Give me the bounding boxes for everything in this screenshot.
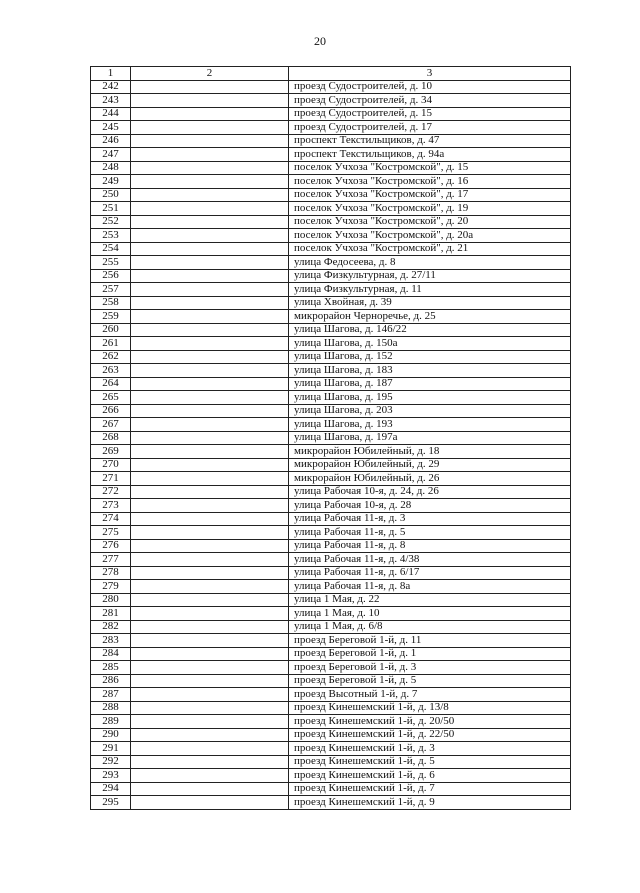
- row-group: [131, 188, 289, 202]
- row-number: 259: [91, 310, 131, 324]
- row-group: [131, 283, 289, 297]
- row-number: 247: [91, 148, 131, 162]
- row-group: [131, 607, 289, 621]
- row-number: 252: [91, 215, 131, 229]
- row-address: проезд Высотный 1-й, д. 7: [289, 688, 571, 702]
- table-row: [91, 229, 571, 243]
- table-row: [91, 242, 571, 256]
- row-number: 278: [91, 566, 131, 580]
- row-address: улица Шагова, д. 183: [289, 364, 571, 378]
- row-address: улица Шагова, д. 203: [289, 404, 571, 418]
- row-number: 248: [91, 161, 131, 175]
- row-group: [131, 296, 289, 310]
- row-number: 246: [91, 134, 131, 148]
- table-row: [91, 499, 571, 513]
- row-group: [131, 769, 289, 783]
- row-address: микрорайон Юбилейный, д. 18: [289, 445, 571, 459]
- table-row: [91, 283, 571, 297]
- row-group: [131, 242, 289, 256]
- row-address: проезд Кинешемский 1-й, д. 6: [289, 769, 571, 783]
- row-address: поселок Учхоза "Костромской", д. 17: [289, 188, 571, 202]
- table-row: [91, 337, 571, 351]
- row-group: [131, 161, 289, 175]
- row-number: 260: [91, 323, 131, 337]
- row-address: микрорайон Юбилейный, д. 29: [289, 458, 571, 472]
- table-row: [91, 94, 571, 108]
- row-address: улица Шагова, д. 146/22: [289, 323, 571, 337]
- row-number: 292: [91, 755, 131, 769]
- row-address: проезд Судостроителей, д. 17: [289, 121, 571, 135]
- table-body: [91, 80, 571, 809]
- row-address: улица Рабочая 11-я, д. 3: [289, 512, 571, 526]
- row-group: [131, 715, 289, 729]
- row-group: [131, 742, 289, 756]
- row-number: 244: [91, 107, 131, 121]
- table-row: [91, 269, 571, 283]
- row-address: проезд Судостроителей, д. 10: [289, 80, 571, 94]
- row-address: поселок Учхоза "Костромской", д. 21: [289, 242, 571, 256]
- row-number: 283: [91, 634, 131, 648]
- table-row: [91, 472, 571, 486]
- row-group: [131, 634, 289, 648]
- row-address: проезд Судостроителей, д. 34: [289, 94, 571, 108]
- row-group: [131, 499, 289, 513]
- row-group: [131, 431, 289, 445]
- table-row: [91, 755, 571, 769]
- header-row: [91, 67, 571, 81]
- row-group: [131, 620, 289, 634]
- table-row: [91, 593, 571, 607]
- row-group: [131, 215, 289, 229]
- table-row: [91, 323, 571, 337]
- row-address: поселок Учхоза "Костромской", д. 20а: [289, 229, 571, 243]
- row-number: 249: [91, 175, 131, 189]
- table-row: [91, 661, 571, 675]
- table-row: [91, 310, 571, 324]
- row-number: 275: [91, 526, 131, 540]
- row-number: 254: [91, 242, 131, 256]
- row-number: 291: [91, 742, 131, 756]
- row-address: улица 1 Мая, д. 22: [289, 593, 571, 607]
- table-row: [91, 391, 571, 405]
- table-row: [91, 80, 571, 94]
- table-row: [91, 404, 571, 418]
- row-number: 242: [91, 80, 131, 94]
- table-row: [91, 202, 571, 216]
- row-group: [131, 269, 289, 283]
- page-number: 20: [314, 34, 326, 48]
- row-number: 280: [91, 593, 131, 607]
- row-address: проезд Береговой 1-й, д. 3: [289, 661, 571, 675]
- row-group: [131, 350, 289, 364]
- row-number: 288: [91, 701, 131, 715]
- row-group: [131, 566, 289, 580]
- table-row: [91, 431, 571, 445]
- table-row: [91, 175, 571, 189]
- table-row: [91, 256, 571, 270]
- row-address: улица Шагова, д. 193: [289, 418, 571, 432]
- row-number: 258: [91, 296, 131, 310]
- row-group: [131, 391, 289, 405]
- row-number: 276: [91, 539, 131, 553]
- row-address: поселок Учхоза "Костромской", д. 15: [289, 161, 571, 175]
- row-address: улица Шагова, д. 187: [289, 377, 571, 391]
- row-group: [131, 94, 289, 108]
- row-group: [131, 782, 289, 796]
- row-number: 253: [91, 229, 131, 243]
- row-address: поселок Учхоза "Костромской", д. 16: [289, 175, 571, 189]
- row-address: улица Рабочая 10-я, д. 24, д. 26: [289, 485, 571, 499]
- table-row: [91, 107, 571, 121]
- row-address: улица 1 Мая, д. 10: [289, 607, 571, 621]
- row-address: улица Рабочая 11-я, д. 8: [289, 539, 571, 553]
- row-number: 256: [91, 269, 131, 283]
- row-number: 274: [91, 512, 131, 526]
- row-number: 277: [91, 553, 131, 567]
- row-group: [131, 310, 289, 324]
- row-number: 293: [91, 769, 131, 783]
- row-group: [131, 148, 289, 162]
- table-row: [91, 782, 571, 796]
- row-group: [131, 553, 289, 567]
- table-row: [91, 796, 571, 810]
- row-number: 257: [91, 283, 131, 297]
- row-address: улица Федосеева, д. 8: [289, 256, 571, 270]
- row-group: [131, 674, 289, 688]
- table-row: [91, 769, 571, 783]
- row-group: [131, 647, 289, 661]
- row-group: [131, 728, 289, 742]
- row-group: [131, 121, 289, 135]
- table-row: [91, 161, 571, 175]
- table-row: [91, 188, 571, 202]
- table-row: [91, 742, 571, 756]
- row-address: улица Рабочая 11-я, д. 6/17: [289, 566, 571, 580]
- row-group: [131, 688, 289, 702]
- address-table: [90, 66, 571, 810]
- row-address: улица Рабочая 11-я, д. 8а: [289, 580, 571, 594]
- row-group: [131, 80, 289, 94]
- table-row: [91, 526, 571, 540]
- row-number: 268: [91, 431, 131, 445]
- row-address: проезд Кинешемский 1-й, д. 7: [289, 782, 571, 796]
- row-group: [131, 107, 289, 121]
- header-col-3: 3: [289, 67, 571, 81]
- table-row: [91, 607, 571, 621]
- row-group: [131, 512, 289, 526]
- row-address: проезд Береговой 1-й, д. 1: [289, 647, 571, 661]
- header-col-1: 1: [91, 67, 131, 81]
- row-group: [131, 526, 289, 540]
- row-address: улица Хвойная, д. 39: [289, 296, 571, 310]
- row-group: [131, 701, 289, 715]
- header-col-2: 2: [131, 67, 289, 81]
- row-address: проезд Судостроителей, д. 15: [289, 107, 571, 121]
- row-group: [131, 418, 289, 432]
- table-row: [91, 350, 571, 364]
- row-address: поселок Учхоза "Костромской", д. 19: [289, 202, 571, 216]
- row-group: [131, 202, 289, 216]
- row-address: проспект Текстильщиков, д. 47: [289, 134, 571, 148]
- row-number: 284: [91, 647, 131, 661]
- table-row: [91, 377, 571, 391]
- row-group: [131, 364, 289, 378]
- table-row: [91, 647, 571, 661]
- row-number: 273: [91, 499, 131, 513]
- row-number: 290: [91, 728, 131, 742]
- row-number: 285: [91, 661, 131, 675]
- row-group: [131, 661, 289, 675]
- row-address: проезд Кинешемский 1-й, д. 13/8: [289, 701, 571, 715]
- row-group: [131, 229, 289, 243]
- row-number: 265: [91, 391, 131, 405]
- table-row: [91, 445, 571, 459]
- row-address: проезд Береговой 1-й, д. 5: [289, 674, 571, 688]
- table-header: [91, 67, 571, 81]
- table-row: [91, 418, 571, 432]
- row-number: 281: [91, 607, 131, 621]
- row-address: улица Шагова, д. 150а: [289, 337, 571, 351]
- row-group: [131, 256, 289, 270]
- table-row: [91, 458, 571, 472]
- table-row: [91, 566, 571, 580]
- table-row: [91, 728, 571, 742]
- row-number: 250: [91, 188, 131, 202]
- row-number: 251: [91, 202, 131, 216]
- row-group: [131, 134, 289, 148]
- row-group: [131, 755, 289, 769]
- table-row: [91, 674, 571, 688]
- table-row: [91, 539, 571, 553]
- row-group: [131, 445, 289, 459]
- row-number: 261: [91, 337, 131, 351]
- row-number: 266: [91, 404, 131, 418]
- row-address: улица Рабочая 10-я, д. 28: [289, 499, 571, 513]
- row-number: 286: [91, 674, 131, 688]
- row-number: 245: [91, 121, 131, 135]
- row-group: [131, 796, 289, 810]
- row-address: улица Рабочая 11-я, д. 4/38: [289, 553, 571, 567]
- row-number: 264: [91, 377, 131, 391]
- row-group: [131, 458, 289, 472]
- table-row: [91, 485, 571, 499]
- row-address: микрорайон Черноречье, д. 25: [289, 310, 571, 324]
- row-address: улица Физкультурная, д. 11: [289, 283, 571, 297]
- row-number: 272: [91, 485, 131, 499]
- row-address: проезд Кинешемский 1-й, д. 5: [289, 755, 571, 769]
- row-group: [131, 377, 289, 391]
- row-group: [131, 593, 289, 607]
- row-number: 263: [91, 364, 131, 378]
- row-group: [131, 580, 289, 594]
- row-address: проезд Кинешемский 1-й, д. 3: [289, 742, 571, 756]
- table-row: [91, 121, 571, 135]
- row-group: [131, 175, 289, 189]
- row-number: 262: [91, 350, 131, 364]
- row-address: микрорайон Юбилейный, д. 26: [289, 472, 571, 486]
- row-group: [131, 337, 289, 351]
- row-number: 271: [91, 472, 131, 486]
- row-number: 269: [91, 445, 131, 459]
- table-row: [91, 553, 571, 567]
- row-address: улица Шагова, д. 195: [289, 391, 571, 405]
- row-address: проспект Текстильщиков, д. 94а: [289, 148, 571, 162]
- row-number: 255: [91, 256, 131, 270]
- row-address: улица Физкультурная, д. 27/11: [289, 269, 571, 283]
- row-number: 282: [91, 620, 131, 634]
- row-address: проезд Кинешемский 1-й, д. 22/50: [289, 728, 571, 742]
- row-address: проезд Кинешемский 1-й, д. 20/50: [289, 715, 571, 729]
- table-row: [91, 296, 571, 310]
- table-row: [91, 215, 571, 229]
- row-address: улица Шагова, д. 152: [289, 350, 571, 364]
- row-number: 270: [91, 458, 131, 472]
- table-row: [91, 688, 571, 702]
- row-address: улица Шагова, д. 197а: [289, 431, 571, 445]
- row-number: 267: [91, 418, 131, 432]
- table-row: [91, 512, 571, 526]
- table-row: [91, 701, 571, 715]
- row-group: [131, 539, 289, 553]
- table-row: [91, 715, 571, 729]
- table-row: [91, 620, 571, 634]
- row-address: проезд Кинешемский 1-й, д. 9: [289, 796, 571, 810]
- row-address: улица 1 Мая, д. 6/8: [289, 620, 571, 634]
- row-address: улица Рабочая 11-я, д. 5: [289, 526, 571, 540]
- row-number: 243: [91, 94, 131, 108]
- row-address: поселок Учхоза "Костромской", д. 20: [289, 215, 571, 229]
- table-row: [91, 364, 571, 378]
- row-number: 294: [91, 782, 131, 796]
- row-group: [131, 323, 289, 337]
- row-group: [131, 472, 289, 486]
- row-number: 287: [91, 688, 131, 702]
- row-group: [131, 485, 289, 499]
- table-row: [91, 134, 571, 148]
- row-number: 289: [91, 715, 131, 729]
- table-row: [91, 634, 571, 648]
- row-group: [131, 404, 289, 418]
- row-number: 279: [91, 580, 131, 594]
- table-row: [91, 580, 571, 594]
- row-address: проезд Береговой 1-й, д. 11: [289, 634, 571, 648]
- row-number: 295: [91, 796, 131, 810]
- table-row: [91, 148, 571, 162]
